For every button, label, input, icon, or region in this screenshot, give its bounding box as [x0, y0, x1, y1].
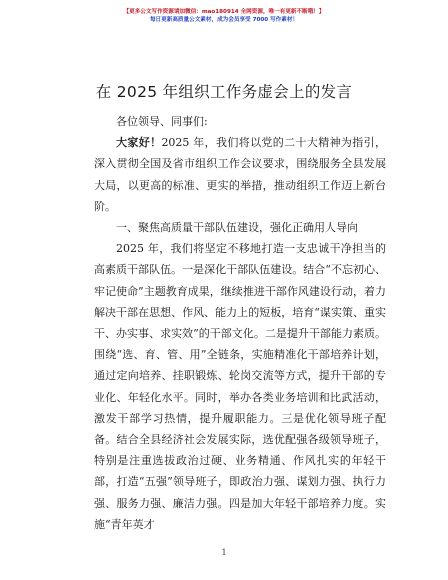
- document-title: 在 2025 年组织工作务虚会上的发言: [95, 83, 353, 101]
- salutation: 各位领导、同事们:: [116, 115, 208, 128]
- greeting-paragraph: [94, 132, 386, 217]
- promo-banner-line2: 每日更新高质量公文素材，成为会员享受 7000 写作素材！: [149, 17, 299, 23]
- section-heading-1: 一、聚焦高质量干部队伍建设，强化正确用人导向: [116, 221, 358, 235]
- promo-banner: [0, 8, 448, 24]
- greeting-bold: 大家好！: [116, 136, 162, 150]
- promo-banner-line1: 【更多公文写作资源请加微信：mao180914 全网资源，唯一有更新不断哦！】: [123, 9, 325, 15]
- body-paragraph: 2025 年，我们将坚定不移地打造一支忠诚干净担当的高素质干部队伍。一是深化干部队伍建设。结合“不忘初心、牢记使命”主题教育成果，继续推进干部作风建设行动，着力解决干部在思想、作风、能力上的短板，培育“谋实策、重实干、办实事、求实效”的干部文化。二是提升干部能力素质。围绕“选、育、管、用”全链条，实施精准化干部培养计划，通过定向培养、挂职锻炼、轮岗交流等方式，提升干部的专业化、年轻化水平。同时，举办各类业务培训和比武活动，激发干部学习热情，提升履职能力。三是优化领导班子配备。结合全县经济社会发展实际，选优配强各级领导班子，特别是注重选拔政治过硬、业务精通、作风扎实的年轻干部，打造“五强”领导班子，即政治力强、谋划力强、执行力强、服务力强、廉洁力强。四是加大年轻干部培养力度。实施“青年英才: [94, 242, 386, 531]
- document-body: [94, 111, 386, 535]
- greeting-text: 2025 年，我们将以党的二十大精神为指引，深入贯彻全国及省市组织工作会议要求，围绕服务全县发展大局，以更高的标准、更实的举措，推动组织工作迈上新台阶。: [94, 136, 386, 213]
- page-number: 1: [221, 548, 227, 557]
